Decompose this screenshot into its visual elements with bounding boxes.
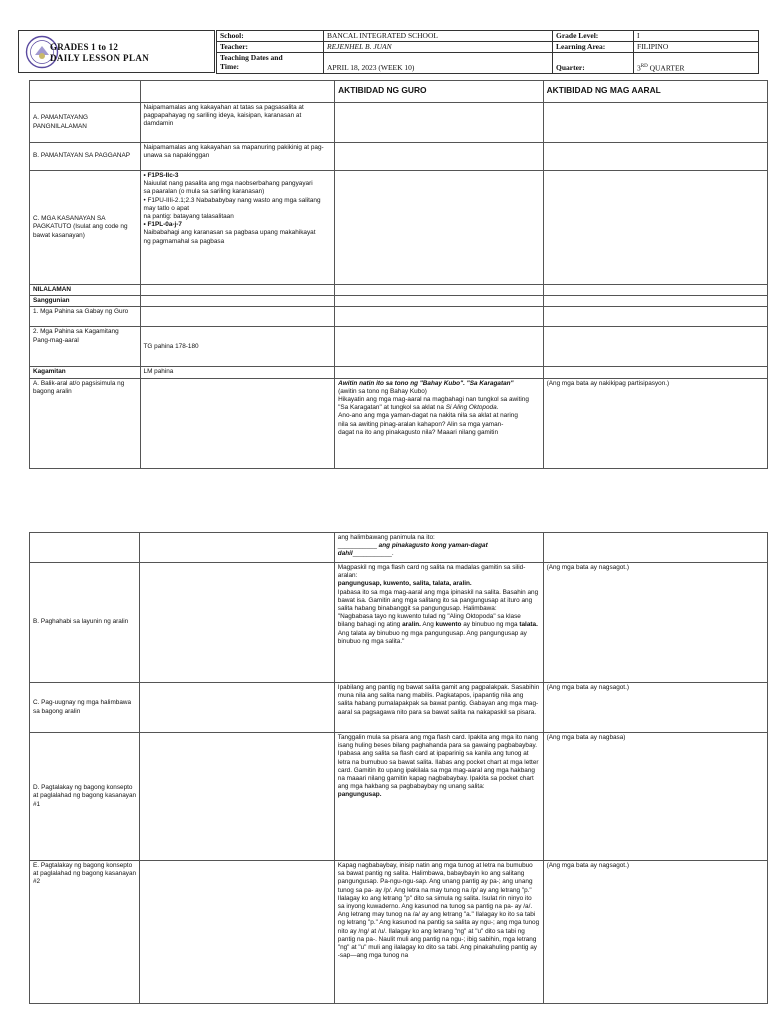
kasanayan-line: sa paaralan (o mula sa sariling karanasan) [143,188,265,196]
quote-part: Ang [420,621,436,629]
continued-line-3 [338,550,540,558]
header-blank-2 [140,81,335,103]
book-title: Si Aling Oktopoda [445,404,497,412]
row-label-pamantayang-pangnilalaman: A. PAMANTAYANG PANGNILALAMAN [30,103,141,143]
blank: ___________ [337,542,377,550]
kasanayan-label-note: (Isulat ang code ng bawat kasanayan) [33,223,128,239]
school-label: School: [217,31,324,42]
tg-pahina: TG pahina 178-180 [140,327,335,367]
logo-title-line-1: GRADES 1 to 12 [50,42,119,52]
dates-label-line-2: Time: [220,62,240,71]
cell-empty [335,296,544,307]
balik-aral-continued [334,533,543,563]
col-header-mag-aaral: AKTIBIDAD NG MAG AARAL [543,81,767,103]
col-header-guro: AKTIBIDAD NG GURO [335,81,544,103]
cell-empty [543,307,767,327]
quote-part: Ang talata ay binubuo ng mga pangungusap. Ang pangungusap ay binubuo ng mga salita." [337,629,527,645]
quarter-sup: RD [640,63,648,69]
paghahabi-content [334,563,543,683]
balik-aral-line-book: "Sa Karagatan" at tungkol sa aklat na Si Aling Oktopoda. [338,404,499,412]
cell-empty [140,296,335,307]
pagtalakay-2-mag-aaral: (Ang mga bata ay nagsagot.) [543,861,767,1004]
cell-empty [335,367,544,378]
quarter-label: Quarter: [553,53,634,74]
pag-uugnay-mag-aaral: (Ang mga bata ay nagsagot.) [543,683,767,733]
cell-empty [140,378,335,468]
dates-label-line-1: Teaching Dates and [220,53,283,62]
quote-bold: talata. [519,621,538,629]
pagtalakay-1-content [334,733,543,861]
balik-aral-line: dagat na ito ang pinakagusto nila? Maaari nilang gamitin [338,428,499,436]
learning-area-label: Learning Area: [553,42,634,53]
cell-empty [543,367,767,378]
continued-line: ang halimbawang panimula na ito: [337,534,435,541]
kasanayan-line: ng pagmamahal sa pagbasa [143,237,225,245]
quarter-num: 3 [637,63,641,73]
cell-empty [335,327,544,367]
lm-pahina: LM pahina [140,367,335,378]
kasanayan-line: Naiuulat nang pasalita ang mga naobserbahang pangyayari [143,180,313,188]
pag-uugnay-content: Ipabilang ang pantig ng bawat salita gamit ang pagpalakpak. Sasabihin muna nila ang salita nang mabilis. Pagkatapos, ipapantig nila ang salita habang pumalapakpak sa bawat pantig. Gabayan ang mga mag-aaral sa pagsagawa nito para sa bawat salita na nakapaskil sa pisara. [334,683,543,733]
kasanayan-line: • F1PU-IIIi-2.1;2.3 Nabababybay nang wasto ang mga salitang may tatlo o apat [143,196,321,212]
continued-dahil: dahil [337,550,353,558]
cell-empty [335,103,544,143]
row-label-paghahabi: B. Paghahabi sa layunin ng aralin [30,563,140,683]
balik-aral-line: nila sa awiting pinag-aralan kahapon? Alin sa mga yaman- [338,420,504,428]
kasanayan-line: • F1PL-0a-j-7 [143,221,182,229]
pagtalakay-1-mag-aaral: (Ang mga bata ay nagbasa) [543,733,767,861]
row-label-pamantayan-pagganap: B. PAMANTAYAN SA PAGGANAP [30,143,141,171]
pamantayang-pangnilalaman-content: Naipamamalas ang kakayahan at tatas sa pagsasalita at pagpapahayag ng sariling ideya, kaisipan, karanasan at damdamin [140,103,335,143]
pamantayan-pagganap-content: Naipamamalas ang kakayahan sa mapanuring pakikinig at pag-unawa sa napakinggan [140,143,335,171]
row-label-kagamitang-mag-aaral: 2. Mga Pahina sa Kagamitang Pang-mag-aaral [30,327,141,367]
cell-empty [543,327,767,367]
row-label-kagamitan: Kagamitan [30,367,141,378]
cell-empty [140,285,335,296]
kasanayan-line: Naibabahagi ang karanasan sa pagbasa upang makahikayat [143,229,316,237]
pagtalakay-1-bold: pangungusap. [337,791,382,799]
blank: ___________. [352,550,394,558]
balik-aral-line: (awitin sa tono ng Bahay Kubo) [338,387,427,395]
kasanayan-content [140,171,335,285]
paghahabi-text-2: Ipabasa ito sa mga mag-aaral ang mga ipinaskil na salita. Basahin ang bawat isa. Gamitin ang mga salitang ito sa pangungusap at ituro ang salita habang binabanggit sa pangungusap. Halimbawa: [337,588,539,613]
cell-empty [335,143,544,171]
balik-aral-line: Ano-ano ang mga yaman-dagat na nakita nila sa aklat at naring [338,412,518,420]
kasanayan-line: • F1PS-IIc-3 [143,172,179,179]
lesson-table-1 [29,80,768,469]
kasanayan-line: na pantig: batayang talasalitaan [143,213,234,221]
row-label-gabay-guro: 1. Mga Pahina sa Gabay ng Guro [30,307,141,327]
row-label-pagtalakay-1: D. Pagtalakay ng bagong konsepto at paglalahad ng bagong kasanayan #1 [30,733,140,861]
logo-title-line-2: DAILY LESSON PLAN [50,53,150,63]
balik-aral-mag-aaral: (Ang mga bata ay nakikipag partisipasyon.) [543,378,767,468]
lesson-table-2 [29,532,768,1004]
cell-empty [543,533,767,563]
cell-empty [140,733,334,861]
teacher-label: Teacher: [217,42,324,53]
quarter-value [634,53,759,74]
document-header [18,30,762,73]
cell-empty [140,307,335,327]
deped-seal-icon [25,35,59,69]
pagtalakay-1-text: Tanggalin mula sa pisara ang mga flash card. Ipakita ang mga ito nang isang huling beses bilang paghahanda para sa gawaing pagbabaybay. Ipabasa ang salita sa flash card at ipaparinig sa kanila ang tunog at letra na bumubuo sa bawat salita. Ilabas ang pocket chart at mga letter card. Gamitin ito upang ipakilala sa mga mag-aaral ang mga hakbang na maaari nilang gamitin kapag nagbabaybay. Ipakita sa pocket chart ang mga hakbang sa pagbabaybay ng unang salita: [337,734,539,791]
paghahabi-quote [338,613,540,646]
row-label-balik-aral: A. Balik-aral at/o pagsisimula ng bagong aralin [30,378,141,468]
info-table [216,30,759,74]
logo-box [18,30,215,73]
school-value: BANCAL INTEGRATED SCHOOL [324,31,553,42]
balik-aral-song-line: Awitin natin ito sa tono ng "Bahay Kubo". "Sa Karagatan" [338,379,514,387]
dates-label [217,53,324,74]
cell-empty [543,285,767,296]
cell-empty [543,103,767,143]
grade-value: I [634,31,759,42]
continued-line-2 [338,542,540,550]
cell-empty [140,683,334,733]
pagtalakay-2-content: Kapag nagbabaybay, inisip natin ang mga tunog at letra na bumubuo sa bawat pantig ng salita. Halimbawa, babaybayin ko ang salitang pangungusap. Pa-ngu-ngu-sap. Ang unang pantig ay pa-; ang unang tunog sa pa- ay /p/. Ang letra na may tunog na /p/ ay ang letrang "p." Ilalagay ko ang letrang "p" dito sa simula ng salita. Isulat rin ninyo ito sa inyong kuwaderno. Ang kasunod na tunog sa pantig na pa- ay /a/. Ang letrang may tunog na /a/ ay ang letrang "a." Ilalagay ko ito sa tabi ng letrang "p." Ang kasunod na pantig sa salita ay ngu-; ang mga tunog nito ay /ng/ at /u/. Ilalagay ko ang letrang "ng" at "u" dito sa tabi ng pantig na pa-. Naulit muli ang pantig na ngu-; ibig sabihin, mga letrang "ng" at "u" muli ang ilalagay ko dito sa tabi. Ang pinakahuling pantig ay -sap—ang mga tunog na [334,861,543,1004]
cell-empty [30,533,140,563]
row-label-kasanayan [30,171,141,285]
cell-empty [140,861,334,1004]
paghahabi-text: Magpaskil ng mga flash card ng salita na madalas gamitin sa silid-aralan: [337,564,526,580]
dates-value: APRIL 18, 2023 (WEEK 10) [324,53,553,74]
balik-aral-guro [335,378,544,468]
teacher-value: REJENHEL B. JUAN [324,42,553,53]
grade-label: Grade Level: [553,31,634,42]
row-label-pag-uugnay: C. Pag-uugnay ng mga halimbawa sa bagong aralin [30,683,140,733]
quote-part: ay binubuo ng mga [461,621,520,629]
row-label-pagtalakay-2: E. Pagtalakay ng bagong konsepto at paglalahad ng bagong kasanayan #2 [30,861,140,1004]
kasanayan-label: C. MGA KASANAYAN SA PAGKATUTO [33,215,106,231]
row-label-nilalaman: NILALAMAN [30,285,141,296]
quote-bold: aralin. [402,621,421,629]
cell-empty [543,171,767,285]
cell-empty [335,285,544,296]
row-label-sanggunian: Sanggunian [30,296,141,307]
cell-empty [140,563,334,683]
cell-empty [140,533,334,563]
paghahabi-mag-aaral: (Ang mga bata ay nagsagot.) [543,563,767,683]
cell-empty [335,171,544,285]
balik-aral-line: Hikayatin ang mga mag-aaral na magbahagi nan tungkol sa awiting [338,396,529,404]
cell-empty [335,307,544,327]
balik-aral-line-text: "Sa Karagatan" at tungkol sa aklat na [338,404,446,412]
quote-bold: kuwento [435,621,462,629]
paghahabi-bold-words: pangungusap, kuwento, salita, talata, aralin. [337,580,472,588]
quarter-rest: QUARTER [647,63,685,73]
header-blank-1 [30,81,141,103]
continued-italic: ang pinakagusto kong yaman-dagat [376,542,488,550]
quote-part: "Nagbabasa tayo ng kuwento tulad ng "Aling Oktopoda" sa klase bilang bahagi ng ating [337,613,521,629]
learning-area-value: FILIPINO [634,42,759,53]
cell-empty [543,296,767,307]
cell-empty [543,143,767,171]
